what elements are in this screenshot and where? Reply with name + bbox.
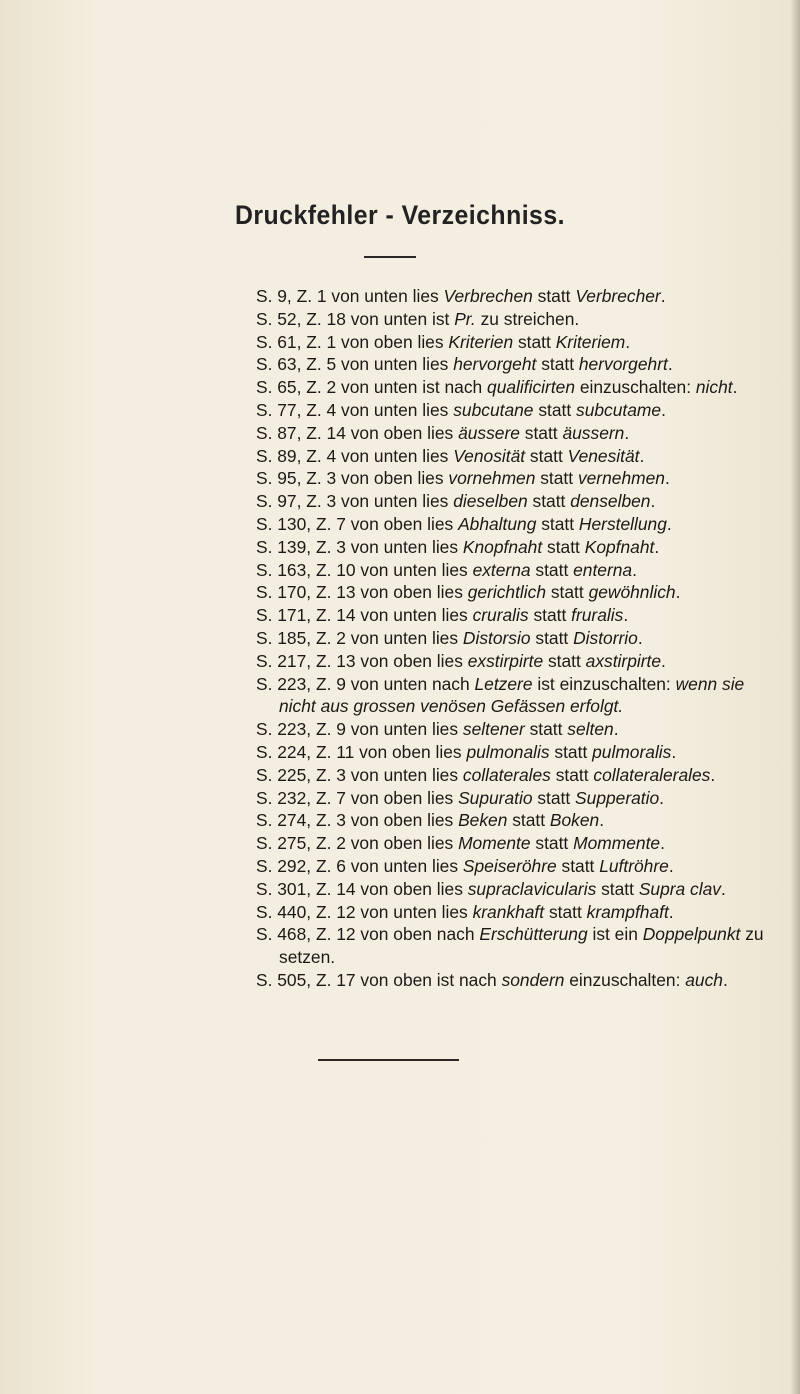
errata-entry	[256, 673, 786, 719]
entry-suffix: .	[710, 764, 716, 785]
errata-entry	[256, 809, 786, 832]
entry-correction: Distorsio	[462, 627, 531, 648]
entry-original: axstirpirte	[585, 650, 662, 671]
entry-connector: statt	[533, 399, 577, 420]
entry-location: S. 274, Z. 3 von oben lies	[256, 810, 459, 831]
entry-original: Verbrecher	[575, 286, 661, 306]
entry-suffix: .	[654, 536, 660, 557]
entry-location: S. 217, Z. 13 von oben lies	[256, 650, 468, 671]
entry-suffix: .	[666, 513, 672, 534]
entry-suffix: .	[659, 787, 665, 808]
entry-location: S. 170, Z. 13 von oben lies	[256, 582, 468, 603]
entry-original: auch	[685, 969, 723, 990]
errata-entry	[256, 376, 786, 399]
entry-location: S. 468, Z. 12 von oben nach	[256, 924, 480, 945]
entry-connector: statt	[535, 468, 578, 489]
errata-entry	[256, 855, 786, 878]
entry-original: Doppelpunkt	[642, 924, 741, 945]
entry-location: S. 63, Z. 5 von unten lies	[256, 354, 454, 375]
entry-original: selten	[567, 719, 614, 740]
entry-correction: externa	[472, 559, 531, 580]
entry-suffix: .	[613, 719, 619, 740]
entry-location: S. 130, Z. 7 von oben lies	[256, 513, 459, 534]
entry-connector: statt	[528, 605, 572, 626]
page-edge	[790, 0, 800, 1394]
closing-divider	[318, 1059, 459, 1061]
entry-original: Kopfnaht	[584, 536, 655, 557]
entry-location: S. 89, Z. 4 von unten lies	[256, 445, 454, 466]
entry-connector: statt	[549, 741, 593, 762]
entry-location: S. 77, Z. 4 von unten lies	[256, 399, 454, 420]
entry-suffix: .	[668, 901, 674, 922]
entry-suffix: .	[625, 331, 631, 352]
page-title: Druckfehler - Verzeichniss.	[235, 200, 565, 230]
entry-connector: statt	[544, 901, 587, 922]
entry-location: S. 505, Z. 17 von oben ist nach	[256, 969, 502, 990]
entry-connector: statt	[507, 810, 550, 831]
entry-correction: vornehmen	[448, 468, 536, 489]
entry-location: S. 139, Z. 3 von unten lies	[256, 536, 463, 557]
entry-location: S. 65, Z. 2 von unten ist nach	[256, 377, 488, 398]
errata-entry	[256, 604, 786, 627]
entry-connector: statt	[532, 286, 576, 306]
entry-suffix: .	[639, 445, 645, 466]
entry-connector: ist ein	[587, 924, 643, 945]
entry-location: S. 440, Z. 12 von unten lies	[256, 901, 473, 922]
entry-suffix: .	[599, 810, 605, 831]
entry-location: S. 223, Z. 9 von unten nach	[256, 673, 475, 694]
entry-correction: Verbrechen	[443, 286, 533, 306]
entry-original: Kriteriem	[555, 331, 626, 352]
entry-connector: statt	[530, 627, 574, 648]
entry-original: Supra clav	[638, 878, 721, 899]
errata-entry	[256, 764, 786, 787]
entry-suffix: .	[668, 855, 674, 876]
entry-correction: krankhaft	[472, 901, 545, 922]
entry-location: S. 185, Z. 2 von unten lies	[256, 627, 463, 648]
entry-original: vernehmen	[577, 468, 665, 489]
entry-correction: Abhaltung	[458, 513, 537, 534]
entry-connector: statt	[556, 855, 600, 876]
entry-suffix: .	[720, 878, 726, 899]
entry-original: Distorrio	[573, 627, 638, 648]
entry-connector: statt	[532, 787, 576, 808]
errata-entry	[256, 787, 786, 810]
errata-entry	[256, 581, 786, 604]
entry-connector: statt	[527, 491, 571, 512]
entry-correction: qualificirten	[487, 377, 576, 398]
entry-suffix: .	[660, 286, 666, 306]
entry-connector: statt	[596, 878, 639, 899]
errata-entry	[256, 832, 786, 855]
entry-correction: pulmonalis	[466, 741, 550, 762]
errata-entry	[256, 445, 786, 468]
entry-correction: dieselben	[453, 491, 528, 512]
entry-connector: statt	[530, 833, 574, 854]
entry-connector: statt	[524, 719, 568, 740]
entry-original: denselben	[570, 491, 651, 512]
entry-suffix: .	[637, 627, 643, 648]
entry-connector: statt	[530, 559, 574, 580]
entry-continuation: nicht aus grossen venösen Gefässen erfolgt.	[279, 696, 624, 717]
entry-location: S. 61, Z. 1 von oben lies	[256, 331, 449, 352]
entry-original: pulmoralis	[592, 741, 672, 762]
errata-entry	[256, 308, 786, 331]
entry-connector: ist einzuschalten:	[532, 673, 676, 694]
entry-suffix: .	[675, 582, 681, 603]
entry-original: Supperatio	[575, 787, 660, 808]
entry-original: äussern	[562, 422, 625, 443]
entry-connector: statt	[536, 354, 579, 375]
entry-connector: statt	[525, 445, 568, 466]
entry-original: gewöhnlich	[588, 582, 676, 603]
title-divider	[364, 256, 416, 258]
entry-suffix: .	[664, 468, 670, 489]
entry-original: krampfhaft	[586, 901, 669, 922]
entry-original: Venesität	[567, 445, 640, 466]
entry-location: S. 275, Z. 2 von oben lies	[256, 833, 459, 854]
entry-original: Luftröhre	[599, 855, 669, 876]
entry-location: S. 292, Z. 6 von unten lies	[256, 855, 463, 876]
entry-correction: hervorgeht	[453, 354, 537, 375]
entry-original: enterna	[573, 559, 633, 580]
errata-entry	[256, 923, 786, 969]
entry-suffix: .	[661, 399, 666, 420]
entry-original: subcutame	[576, 399, 662, 420]
errata-entry	[256, 422, 786, 445]
entry-correction: Letzere	[474, 673, 533, 694]
entry-correction: subcutane	[453, 399, 534, 420]
entry-suffix: zu	[740, 924, 764, 945]
entry-continuation: setzen.	[279, 947, 336, 968]
errata-entry	[256, 285, 786, 308]
entry-suffix: .	[661, 650, 666, 671]
errata-entry	[256, 741, 786, 764]
entry-correction: Pr.	[454, 308, 476, 329]
entry-location: S. 163, Z. 10 von unten lies	[256, 559, 473, 580]
entry-location: S. 171, Z. 14 von unten lies	[256, 605, 473, 626]
entry-suffix: .	[624, 422, 630, 443]
entry-suffix: .	[667, 354, 673, 375]
entry-correction: cruralis	[472, 605, 529, 626]
entry-correction: Erschütterung	[479, 924, 588, 945]
entry-suffix: .	[660, 833, 665, 854]
entry-correction: exstirpirte	[467, 650, 544, 671]
entry-original: fruralis	[571, 605, 624, 626]
entry-location: S. 9, Z. 1 von unten lies	[256, 286, 444, 306]
errata-list	[256, 285, 786, 992]
entry-correction: Momente	[458, 833, 531, 854]
entry-location: S. 95, Z. 3 von oben lies	[256, 468, 449, 489]
entry-connector: statt	[536, 513, 579, 534]
entry-original: nicht	[695, 377, 733, 398]
errata-entry	[256, 467, 786, 490]
errata-entry	[256, 718, 786, 741]
entry-location: S. 301, Z. 14 von oben lies	[256, 878, 468, 899]
entry-connector: statt	[519, 422, 563, 443]
errata-entry	[256, 901, 786, 924]
errata-entry	[256, 559, 786, 582]
entry-original: collateralerales	[593, 764, 711, 785]
entry-correction: Kriterien	[448, 331, 514, 352]
entry-correction: äussere	[458, 422, 520, 443]
entry-suffix: .	[671, 741, 677, 762]
entry-correction: sondern	[501, 969, 565, 990]
entry-correction: supraclavicularis	[467, 878, 597, 899]
entry-suffix: .	[650, 491, 656, 512]
entry-location: S. 87, Z. 14 von oben lies	[256, 422, 459, 443]
errata-entry	[256, 536, 786, 559]
entry-correction: Beken	[458, 810, 508, 831]
entry-suffix: .	[632, 559, 637, 580]
entry-suffix: .	[722, 969, 728, 990]
entry-original: Boken	[549, 810, 600, 831]
entry-location: S. 232, Z. 7 von oben lies	[256, 787, 459, 808]
entry-original: wenn sie	[675, 673, 745, 694]
entry-connector: statt	[542, 536, 585, 557]
errata-entry	[256, 513, 786, 536]
entry-connector: statt	[550, 764, 594, 785]
entry-location: S. 224, Z. 11 von oben lies	[256, 741, 467, 762]
entry-connector: statt	[543, 650, 586, 671]
entry-original: Mommente	[573, 833, 661, 854]
errata-entry	[256, 331, 786, 354]
entry-correction: Speiseröhre	[462, 855, 557, 876]
entry-connector: statt	[546, 582, 589, 603]
errata-entry	[256, 399, 786, 422]
entry-location: S. 223, Z. 9 von unten lies	[256, 719, 463, 740]
entry-original: Herstellung	[578, 513, 667, 534]
entry-correction: Supuratio	[458, 787, 533, 808]
entry-location: S. 52, Z. 18 von unten ist	[256, 308, 455, 329]
entry-correction: gerichtlich	[467, 582, 547, 603]
entry-original: hervorgehrt	[578, 354, 668, 375]
errata-entry	[256, 969, 786, 992]
entry-correction: Venosität	[453, 445, 526, 466]
errata-entry	[256, 627, 786, 650]
entry-connector: statt	[513, 331, 556, 352]
errata-entry	[256, 353, 786, 376]
entry-location: S. 225, Z. 3 von unten lies	[256, 764, 463, 785]
entry-suffix: .	[623, 605, 629, 626]
errata-entry	[256, 878, 786, 901]
entry-location: S. 97, Z. 3 von unten lies	[256, 491, 454, 512]
entry-correction: Knopfnaht	[462, 536, 543, 557]
entry-correction: collaterales	[462, 764, 551, 785]
entry-connector: einzuschalten:	[564, 969, 686, 990]
errata-entry	[256, 650, 786, 673]
entry-connector: einzuschalten:	[575, 377, 696, 398]
entry-suffix: .	[732, 377, 738, 398]
entry-correction: seltener	[462, 719, 525, 740]
entry-connector: zu streichen.	[475, 308, 580, 329]
errata-entry	[256, 490, 786, 513]
